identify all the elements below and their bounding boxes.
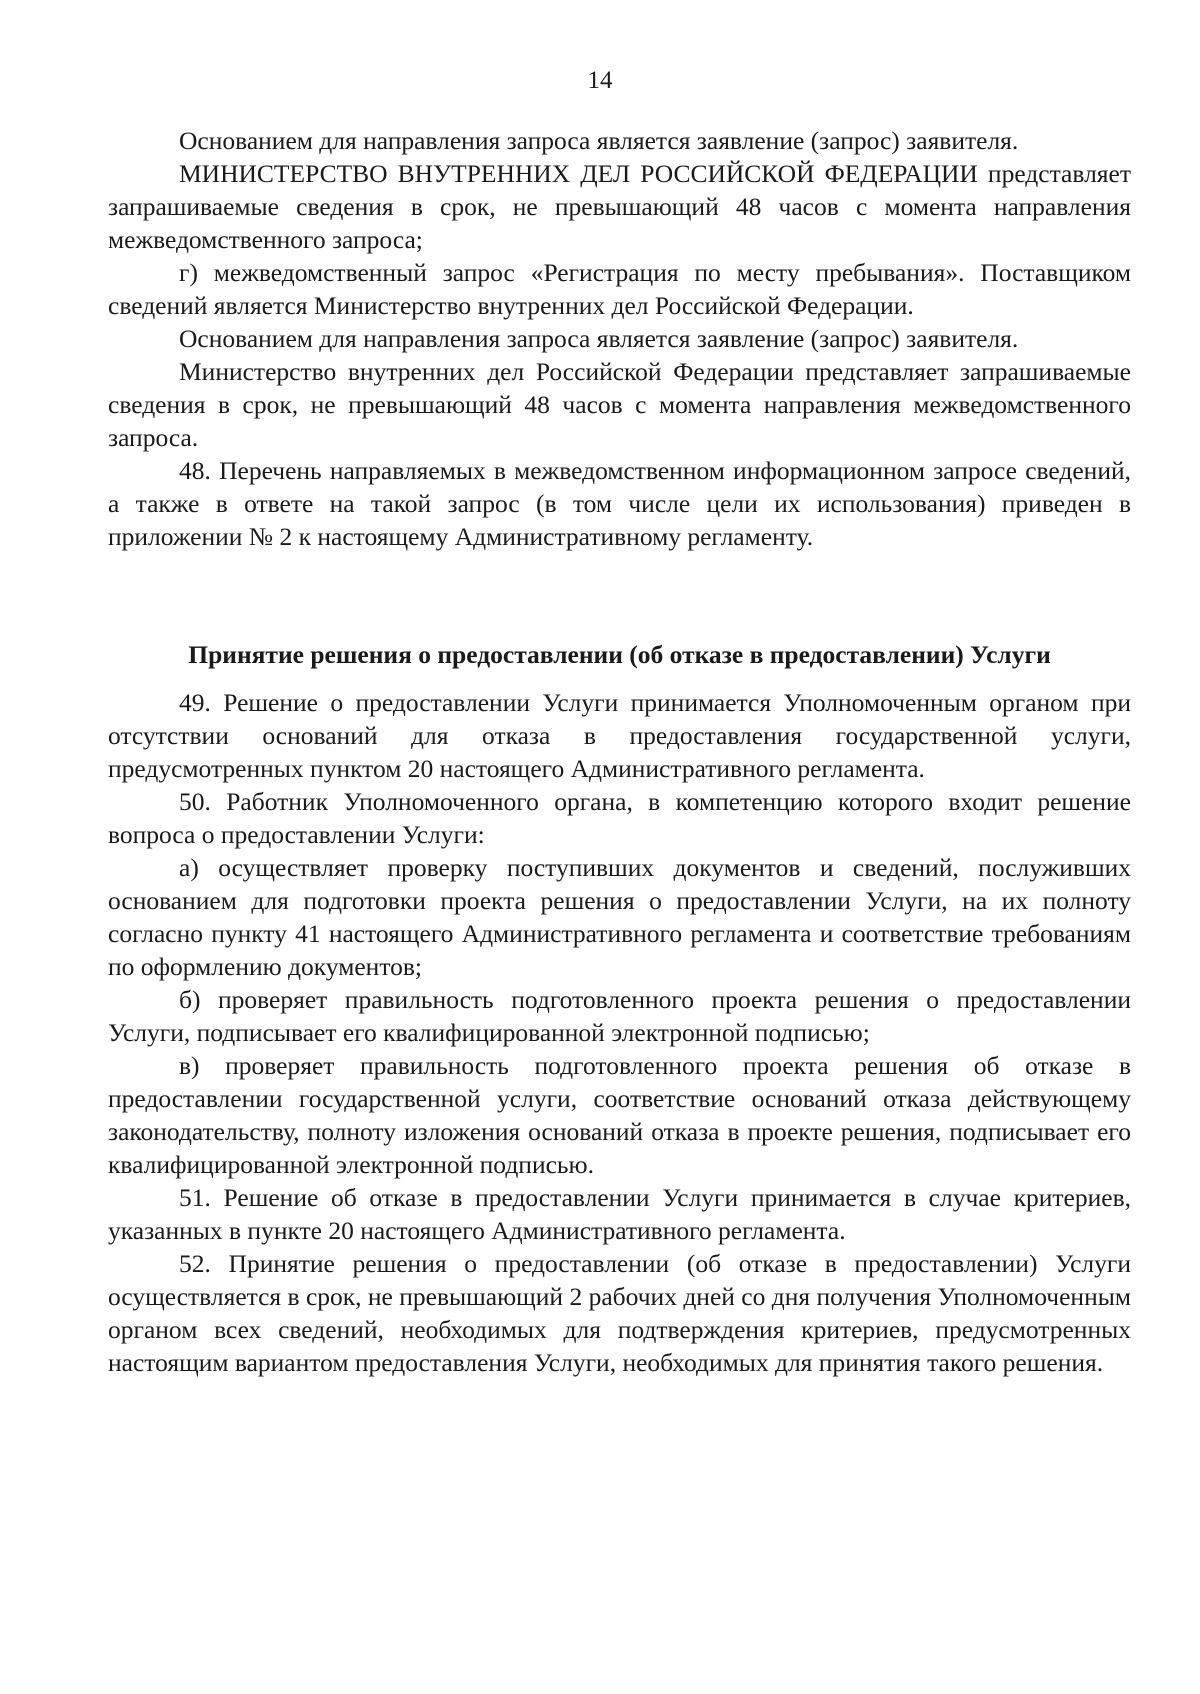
paragraph-48: 48. Перечень направляемых в межведомственном информационном запросе сведений, а также в ответе на такой запрос (в том числе цели их использования) приведен в приложении № 2 к настоящему Административному регламенту. (108, 456, 1131, 551)
paragraph-item-g: г) межведомственный запрос «Регистрация по месту пребывания». Поставщиком сведений является Министерство внутренних дел Российской Федерации. (108, 258, 1131, 320)
paragraph-mvd-response-2: Министерство внутренних дел Российской Федерации представляет запрашиваемые сведения в срок, не превышающий 48 часов с момента направления межведомственного запроса. (108, 357, 1131, 452)
paragraph-request-basis-1: Основанием для направления запроса является заявление (запрос) заявителя. (179, 126, 1019, 155)
paragraph-50-a: а) осуществляет проверку поступивших документов и сведений, послуживших основанием для подготовки проекта решения о предоставлении Услуги, на их полноту согласно пункту 41 настоящего Административного регламента и соответствие требованиям по оформлению документов; (108, 853, 1131, 981)
document-body (108, 124, 1131, 1379)
paragraph-50-v: в) проверяет правильность подготовленного проекта решения об отказе в предоставлении государственной услуги, соответствие оснований отказа действующему законодательству, полноту изложения оснований отказа в проекте решения, подписывает его квалифицированной электронной подписью. (108, 1051, 1131, 1179)
paragraph-50: 50. Работник Уполномоченного органа, в компетенцию которого входит решение вопроса о предоставлении Услуги: (108, 787, 1131, 849)
page-number: 14 (587, 67, 613, 94)
paragraph-51: 51. Решение об отказе в предоставлении Услуги принимается в случае критериев, указанных в пункте 20 настоящего Административного регламента. (108, 1183, 1131, 1245)
paragraph-request-basis-2: Основанием для направления запроса является заявление (запрос) заявителя. (179, 324, 1019, 353)
paragraph-49: 49. Решение о предоставлении Услуги принимается Уполномоченным органом при отсутствии оснований для отказа в предоставления государственной услуги, предусмотренных пунктом 20 настоящего Административного регламента. (108, 688, 1131, 783)
paragraph-mvd-response-1: МИНИСТЕРСТВО ВНУТРЕННИХ ДЕЛ РОССИЙСКОЙ ФЕДЕРАЦИИ представляет запрашиваемые сведения в срок, не превышающий 48 часов с момента направления межведомственного запроса; (108, 159, 1131, 254)
section-heading: Принятие решения о предоставлении (об отказе в предоставлении) Услуги (188, 640, 1051, 669)
paragraph-50-b: б) проверяет правильность подготовленного проекта решения о предоставлении Услуги, подписывает его квалифицированной электронной подписью; (108, 985, 1131, 1047)
paragraph-52: 52. Принятие решения о предоставлении (об отказе в предоставлении) Услуги осуществляется в срок, не превышающий 2 рабочих дней со дня получения Уполномоченным органом всех сведений, необходимых для подтверждения критериев, предусмотренных настоящим вариантом предоставления Услуги, необходимых для принятия такого решения. (108, 1249, 1131, 1377)
